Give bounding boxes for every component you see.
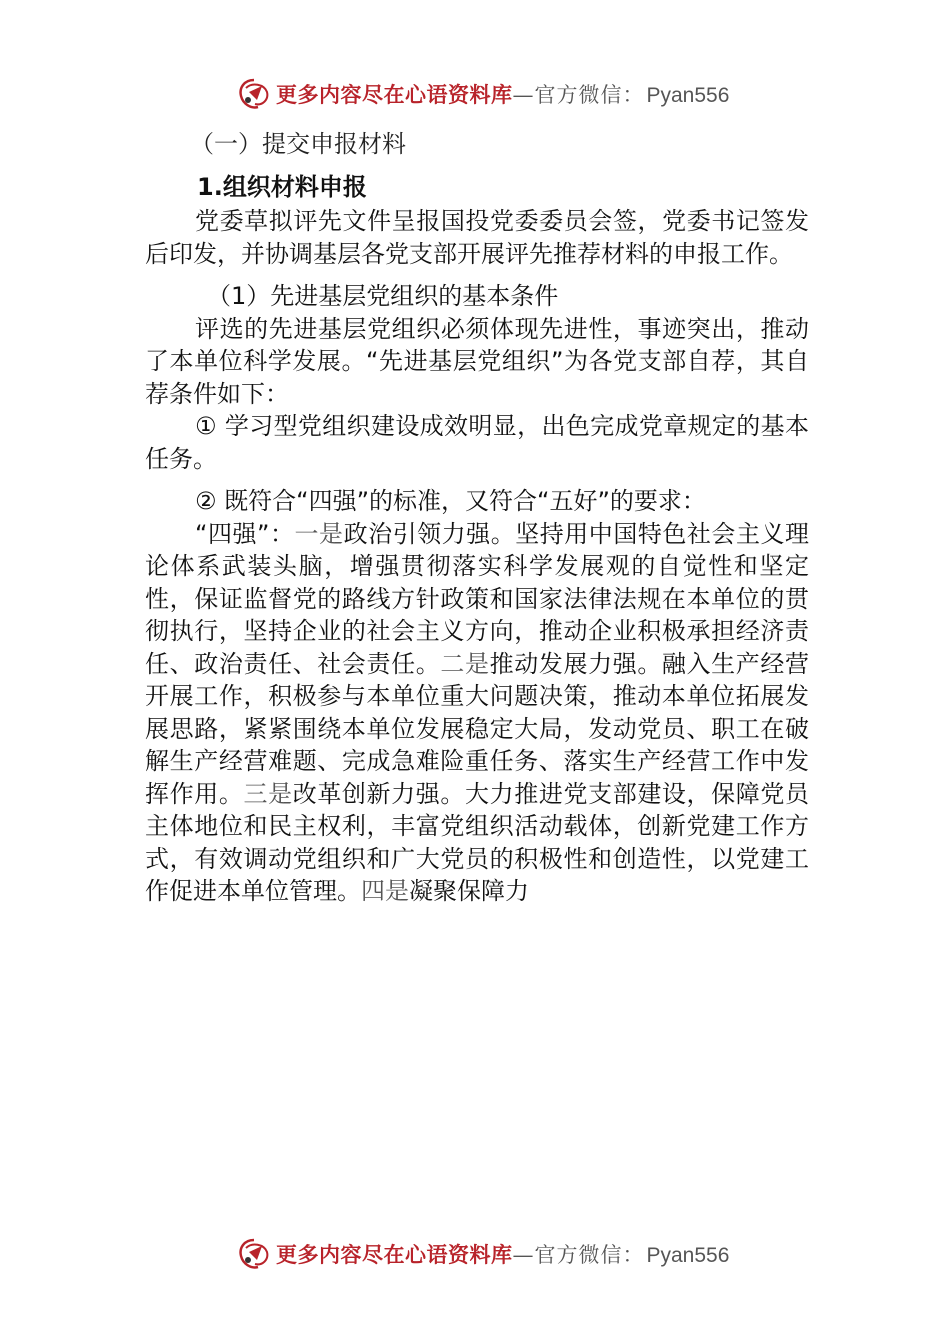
logo-icon: [236, 1236, 272, 1272]
marker-2: 二是: [440, 649, 490, 678]
watermark-footer: [236, 1234, 729, 1274]
paragraph-1: 党委草拟评先文件呈报国投党委委员会签，党委书记签发后印发，并协调基层各党支部开展评先推荐材料的申报工作。: [145, 207, 809, 268]
item-title: （1）先进基层党组织的基本条件: [207, 282, 559, 310]
text-1: 政治引领力强。坚持用中国特色社会主义理论体系武装头脑，增强贯彻落实科学发展观的自觉性和坚定性，保证监督党的路线方针政策和国家法律法规在本单位的贯彻执行，坚持企业的社会主义方向，推动企业积极承担经济责任、政治责任、社会责任。: [145, 519, 810, 678]
paragraph-2: 评选的先进基层党组织必须体现先进性，事迹突出，推动了本单位科学发展。“先进基层党组织”为各党支部自荐，其自荐条件如下：: [145, 314, 809, 408]
subheading: 1.组织材料申报: [197, 172, 367, 201]
watermark-wechat-id: Pyan556: [646, 84, 730, 107]
condition-2: ② 既符合“四强”的标准，又符合“五好”的要求：: [195, 487, 706, 515]
text-3: 改革创新力强。大力推进党支部建设，保障党员主体地位和民主权利，丰富党组织活动载体，创新党建工作方式，有效调动党组织和广大党员的积极性和创造性，以党建工作促进本单位管理。: [145, 779, 810, 905]
watermark-wechat-label: —官方微信：: [512, 1243, 645, 1267]
condition-1: ① 学习型党组织建设成效明显，出色完成党章规定的基本任务。: [145, 412, 809, 473]
watermark-wechat-id: Pyan556: [646, 1244, 730, 1267]
logo-icon: [236, 76, 272, 112]
four-strong-lead: “四强”：: [195, 519, 295, 548]
text-2: 推动发展力强。融入生产经营开展工作，积极参与本单位重大问题决策，推动本单位拓展发展思路，紧紧围绕本单位发展稳定大局，发动党员、职工在破解生产经营难题、完成急难险重任务、落实生产经营工作中发挥作用。: [145, 649, 810, 808]
marker-4: 四是: [361, 877, 409, 905]
text-4: 凝聚保障力: [409, 877, 529, 905]
marker-3: 三是: [243, 779, 293, 808]
section-heading: （一）提交申报材料: [190, 130, 406, 158]
watermark-brand: 更多内容尽在心语资料库: [276, 82, 513, 107]
watermark-wechat-label: —官方微信：: [512, 83, 645, 107]
paragraph-3: [145, 518, 809, 908]
document-body: [145, 128, 809, 908]
watermark-brand: 更多内容尽在心语资料库: [276, 1242, 513, 1267]
watermark-header: [236, 74, 729, 114]
marker-1: 一是: [294, 519, 344, 548]
